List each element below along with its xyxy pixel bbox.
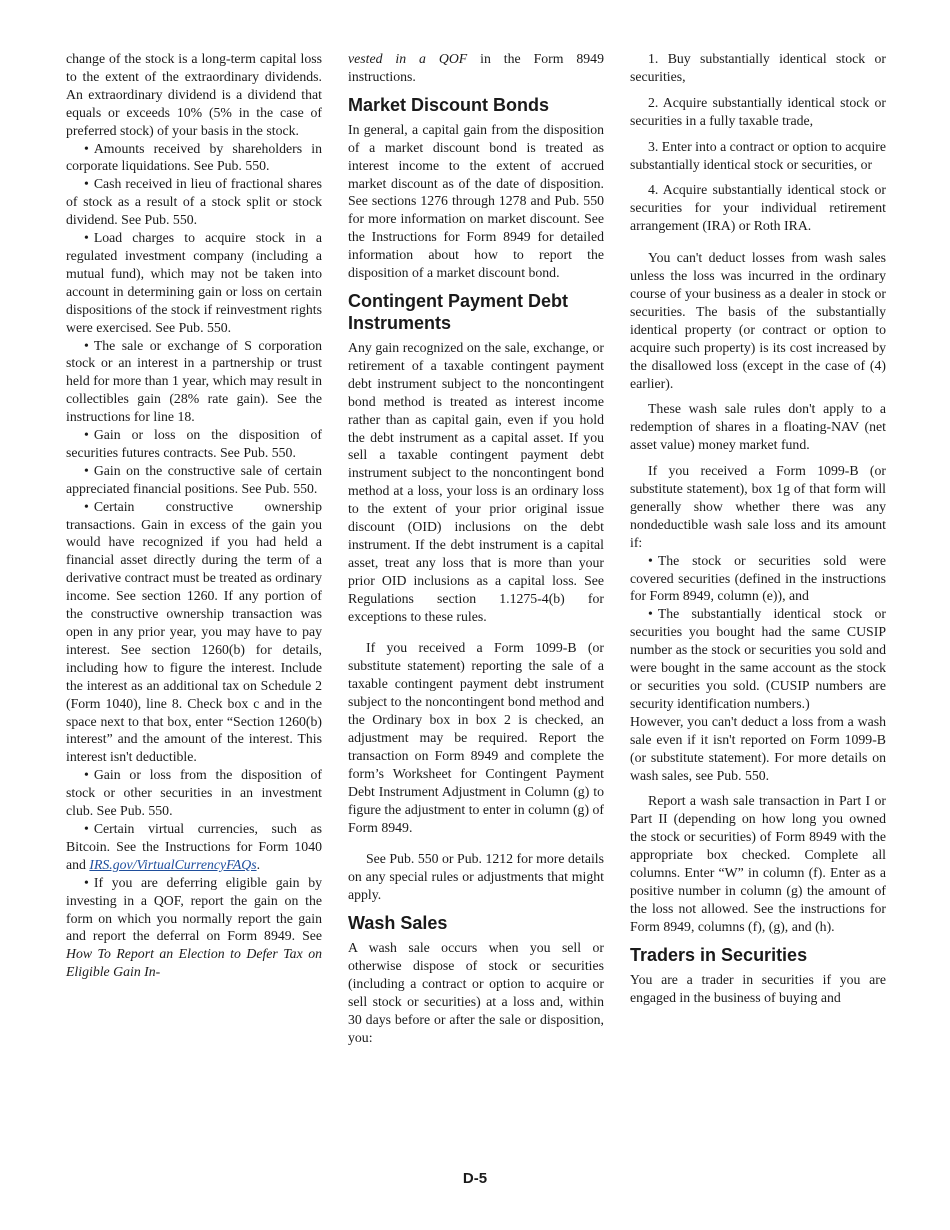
numbered-item: 3. Enter into a contract or option to acquire substantially identical stock or securities, or (630, 138, 886, 172)
paragraph: A wash sale occurs when you sell or otherwise dispose of stock or securities (including a contract or option to acquire or sell stock or securities) at a loss and, within 30 days before or after the sale or disposition, you: (348, 940, 604, 1045)
bullet-item-qof (66, 874, 322, 981)
bullet-text: Certain virtual currencies, such as Bitcoin. See the Instructions for Form 1040 and (66, 820, 322, 872)
paragraph: You can't deduct losses from wash sales unless the loss was incurred in the ordinary course of your business as a dealer in stock or securities. The basis of the substantially identical property (or contract or option to acquire such property) is its cost increased by the disallowed loss (except in the case of (4) earlier). (630, 250, 886, 391)
italic-reference: How To Report an Election to Defer Tax on Eligible Gain In- (66, 946, 322, 980)
paragraph: Any gain recognized on the sale, exchange, or retirement of a taxable contingent payment debt instrument subject to the noncontingent bond method is treated as interest income rather than as capital gain, even if you hold the debt instrument as a capital asset. If you sell a taxable contingent payment debt instrument subject to the noncontingent bond method at a loss, your loss is an ordinary loss to the extent of your prior original issue discount (OID) inclusions on the debt instrument. If the debt instrument is a capital asset, treat any loss that is more than your prior OID inclusions as a capital loss. See Regulations section 1.1275-4(b) for exceptions to these rules. (348, 339, 604, 624)
heading-market-discount-bonds: Market Discount Bonds (348, 94, 550, 115)
paragraph: change of the stock is a long-term capital loss to the extent of the extraordinary dividends. An extraordinary dividend is a dividend that equals or exceeds 10% (5% in the case of preferred stock) of your basis in the stock. (66, 51, 322, 138)
bullet-item: • The stock or securities sold were covered securities (defined in the instructions for Form 8949, column (e)), and (630, 552, 886, 606)
column-left (66, 50, 322, 981)
heading-traders-in-securities: Traders in Securities (630, 944, 808, 965)
italic-reference: vested in a QOF (348, 51, 468, 66)
bullet-item: • Gain or loss on the disposition of securities futures contracts. See Pub. 550. (66, 426, 322, 462)
bullet-item: • The sale or exchange of S corporation stock or an interest in a partnership or trust held for more than 1 year, which may result in collectibles gain (28% rate gain). See the instructions for line 18. (66, 337, 322, 427)
bullet-item: • Certain constructive ownership transactions. Gain in excess of the gain you would have recognized if you had held a financial asset directly during the term of a derivative contract must be treated as ordinary income. See section 1260. If any portion of the constructive ownership transaction was open in any prior year, you may have to pay interest. See section 1260(b) for details, including how to figure the interest. Include the interest as an additional tax on Schedule 2 (Form 1040), line 8. Check box c and in the space next to that box, enter “Section 1260(b) interest” and the amount of the interest. This interest isn't deductible. (66, 498, 322, 767)
bullet-item: • Gain on the constructive sale of certain appreciated financial positions. See Pub. 550. (66, 462, 322, 498)
bullet-item: • Amounts received by shareholders in corporate liquidations. See Pub. 550. (66, 140, 322, 176)
paragraph: However, you can't deduct a loss from a wash sale even if it isn't reported on Form 1099-B (or substitute statement). For more details on wash sales, see Pub. 550. (630, 713, 886, 783)
bullet-item: • The substantially identical stock or securities you bought had the same CUSIP number as the stock or securities you sold and were bought in the same account as the stock or securities you sold. (CUSIP numbers are security identification numbers.) (630, 605, 886, 712)
continuation-text: in the Form 8949 instructions. (348, 51, 604, 84)
numbered-item: 4. Acquire substantially identical stock or securities for your individual retirement arrangement (IRA) or Roth IRA. (630, 182, 886, 234)
paragraph: If you received a Form 1099-B (or substitute statement), box 1g of that form will generally show whether there was any nondeductible wash sale loss and its amount if: (630, 463, 886, 550)
paragraph: Report a wash sale transaction in Part I or Part II (depending on how long you owned the stock or securities) of Form 8949 with the appropriate box checked. Complete all columns. Enter “W” in column (f). Enter as a positive number in column (g) the amount of the loss not allowed. See the instructions for Form 8949, columns (f), (g), and (h). (630, 793, 886, 934)
heading-contingent-payment: Contingent Payment Debt Instruments (348, 290, 569, 333)
paragraph: These wash sale rules don't apply to a redemption of shares in a floating-NAV (net asset value) money market fund. (630, 401, 886, 453)
bullet-item: • Gain or loss from the disposition of stock or other securities in an investment club. See Pub. 550. (66, 766, 322, 820)
bullet-item: • Cash received in lieu of fractional shares of stock as a result of a stock split or stock dividend. See Pub. 550. (66, 175, 322, 229)
paragraph: You are a trader in securities if you are engaged in the business of buying and (630, 971, 886, 1005)
page-number: D-5 (462, 1170, 488, 1187)
paragraph-continuation (348, 50, 604, 86)
paragraph: In general, a capital gain from the disposition of a market discount bond is treated as interest income to the extent of accrued market discount as of the date of disposition. See sections 1276 through 1278 and Pub. 550 for more information on market discount. See the Instructions for Form 8949 for detailed information about how to report the disposition of a market discount bond. (348, 121, 604, 281)
bullet-item: • Load charges to acquire stock in a regulated investment company (including a mutual fund), which may not be taken into account in determining gain or loss on certain dispositions of the stock if reinvestment rights were exercised. See Pub. 550. (66, 229, 322, 336)
numbered-item: 1. Buy substantially identical stock or securities, (630, 51, 886, 84)
paragraph: See Pub. 550 or Pub. 1212 for more details on any special rules or adjustments that might apply. (348, 851, 604, 903)
column-right (630, 50, 886, 1007)
column-middle (348, 50, 604, 1047)
paragraph: If you received a Form 1099-B (or substitute statement) reporting the sale of a taxable contingent payment debt instrument subject to the noncontingent bond method and the Ordinary box in box 2 is checked, an adjustment may be required. Report the transaction on Form 8949 and complete the form’s Worksheet for Contingent Payment Debt Instrument Adjustment in Column (g) to figure the adjustment to enter in column (g) of Form 8949. (348, 640, 604, 835)
heading-wash-sales: Wash Sales (348, 913, 448, 934)
bullet-text: If you are deferring eligible gain by investing in a QOF, report the gain on the form on which you normally report the gain and report the deferral on Form 8949. See (66, 874, 322, 944)
virtual-currency-faq-link[interactable]: IRS.gov/VirtualCurrencyFAQs (89, 856, 257, 872)
numbered-item: 2. Acquire substantially identical stock or securities in a fully taxable trade, (630, 94, 886, 128)
bullet-item-virtual-currency: • Certain virtual currencies, such as Bitcoin. See the Instructions for Form 1040 and IRS.gov/VirtualCurrencyFAQs. (66, 820, 322, 874)
